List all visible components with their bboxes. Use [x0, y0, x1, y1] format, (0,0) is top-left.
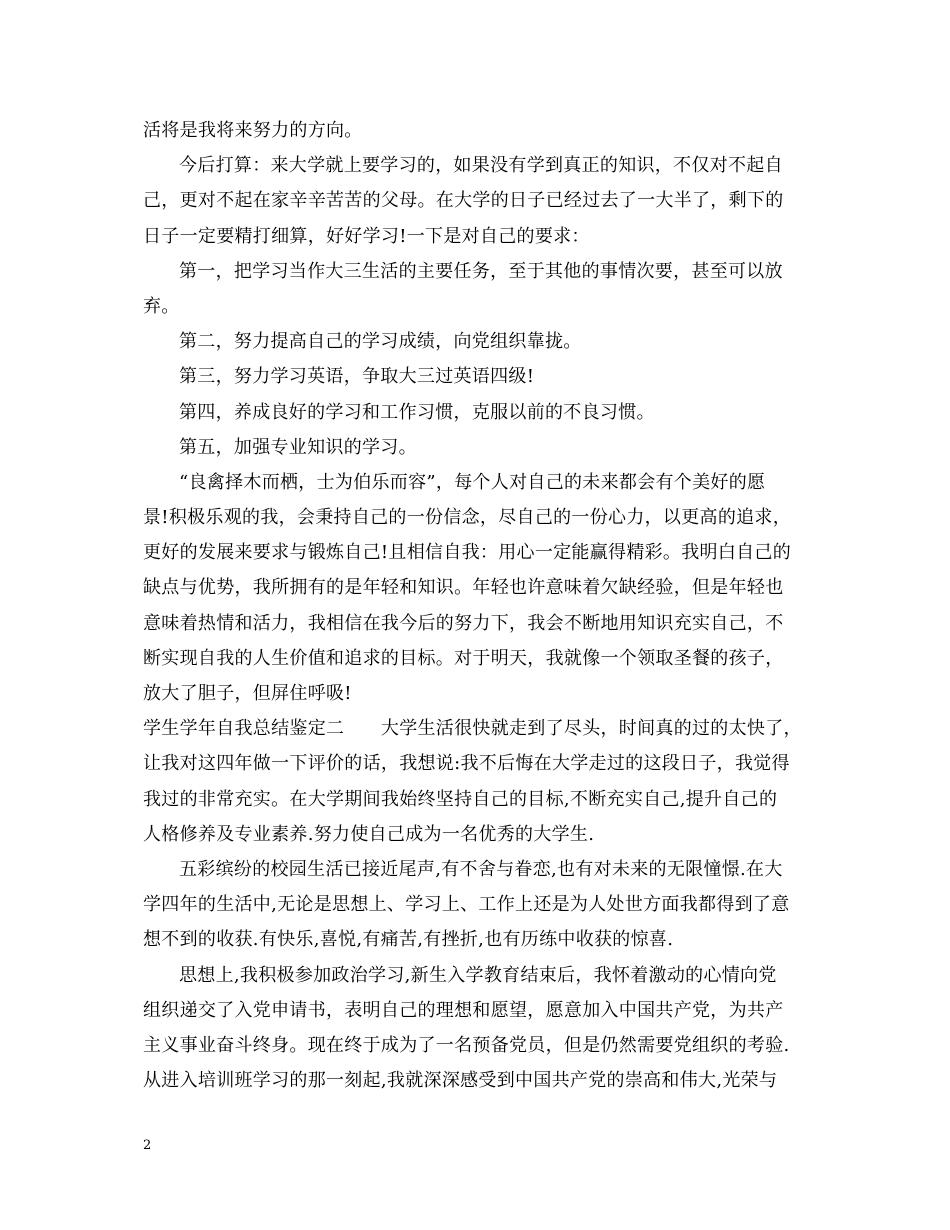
document-body [143, 113, 813, 1098]
text-line: 今后打算：来大学就上要学习的，如果没有学到真正的知识，不仅对不起自 [179, 155, 783, 177]
text-line: 断实现自我的人生价值和追求的目标。对于明天，我就像一个领取圣餐的孩子， [143, 647, 784, 669]
text-line: 第二，努力提高自己的学习成绩，向党组织靠拢。 [179, 331, 582, 353]
text-line: 组织递交了入党申请书，表明自己的理想和愿望，愿意加入中国共产党，为共产 [143, 999, 784, 1021]
text-line: 主义事业奋斗终身。现在终于成为了一名预备党员，但是仍然需要党组织的考验. [143, 1034, 790, 1056]
text-line: 第五，加强专业知识的学习。 [179, 436, 417, 458]
text-line: 放大了胆子，但屏住呼吸! [143, 683, 352, 704]
text-line: 思想上,我积极参加政治学习,新生入学教育结束后，我怀着激动的心情向党 [179, 964, 777, 986]
text-line: 第三，努力学习英语，争取大三过英语四级! [179, 366, 535, 388]
text-line: 日子一定要精打细算，好好学习!一下是对自己的要求： [143, 225, 590, 247]
text-line: 缺点与优势，我所拥有的是年轻和知识。年轻也许意味着欠缺经验，但是年轻也 [143, 577, 784, 599]
text-line: 学四年的生活中,无论是思想上、学习上、工作上还是为人处世方面我都得到了意 [143, 894, 790, 916]
text-line: 第一，把学习当作大三生活的主要任务，至于其他的事情次要，甚至可以放 [179, 260, 783, 282]
text-line: 我过的非常充实。在大学期间我始终坚持自己的目标,不断充实自己,提升自己的 [143, 788, 778, 810]
page-number: 2 [143, 1138, 152, 1153]
text-line: 人格修养及专业素养.努力使自己成为一名优秀的大学生. [143, 823, 595, 845]
text-line: 想不到的收获.有快乐,喜悦,有痛苦,有挫折,也有历练中收获的惊喜. [143, 929, 674, 951]
text-line: 意味着热情和活力，我相信在我今后的努力下，我会不断地用知识充实自己，不 [143, 612, 784, 634]
text-line: 更好的发展来要求与锻炼自己!且相信自我：用心一定能赢得精彩。我明白自己的 [143, 542, 792, 564]
text-line: “良禽择木而栖，士为伯乐而容”，每个人对自己的未来都会有个美好的愿 [179, 471, 766, 493]
text-line: 景!积极乐观的我，会秉持自己的一份信念，尽自己的一份心力，以更高的追求， [143, 507, 792, 529]
text-line: 己，更对不起在家辛辛苦苦的父母。在大学的日子已经过去了一大半了，剩下的 [143, 190, 784, 212]
text-line: 第四，养成良好的学习和工作习惯，克服以前的不良习惯。 [179, 401, 655, 423]
text-line: 活将是我将来努力的方向。 [143, 120, 363, 141]
text-line: 让我对这四年做一下评价的话，我想说:我不后悔在大学走过的这段日子，我觉得 [143, 753, 790, 775]
text-line: 从进入培训班学习的那一刻起,我就深深感受到中国共产党的崇高和伟大,光荣与 [143, 1070, 778, 1092]
text-line: 五彩缤纷的校园生活已接近尾声,有不舍与眷恋,也有对未来的无限憧憬.在大 [179, 858, 783, 880]
text-line: 学生学年自我总结鉴定二 大学生活很快就走到了尽头，时间真的过的太快了， [143, 718, 802, 740]
text-line: 弃。 [143, 295, 180, 317]
